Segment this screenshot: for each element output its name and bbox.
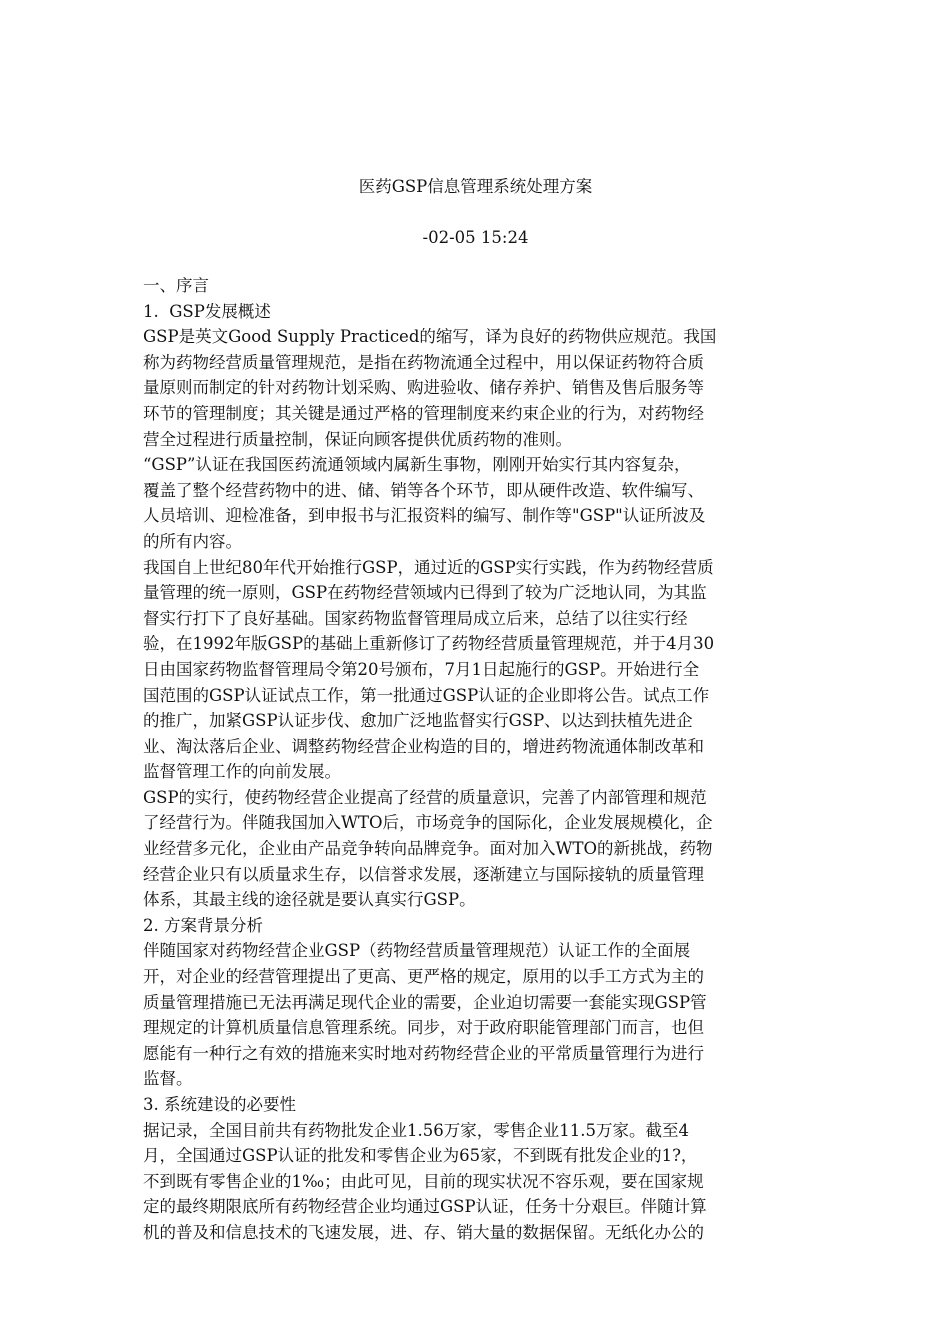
text-line: 业经营多元化，企业由产品竞争转向品牌竞争。面对加入WTO的新挑战，药物: [143, 839, 713, 859]
text-line: 经营企业只有以质量求生存，以信誉求发展，逐渐建立与国际接轨的质量管理: [143, 864, 704, 884]
text-line: 月，全国通过GSP认证的批发和零售企业为65家，不到既有批发企业的1?，: [143, 1146, 698, 1166]
text-line: 验，在1992年版GSP的基础上重新修订了药物经营质量管理规范，并于4月30: [143, 634, 715, 654]
text-line: 人员培训、迎检准备，到申报书与汇报资料的编写、制作等"GSP"认证所波及: [143, 506, 706, 526]
text-line: 日由国家药物监督管理局令第20号颁布，7月1日起施行的GSP。开始进行全: [143, 659, 700, 679]
text-line: GSP是英文Good Supply Practiced的缩写，译为良好的药物供应规范。我国: [143, 327, 717, 347]
text-line: 监督管理工作的向前发展。: [143, 762, 341, 782]
text-line: 量管理的统一原则，GSP在药物经营领域内已得到了较为广泛地认同，为其监: [143, 583, 707, 603]
text-line: 业、淘汰落后企业、调整药物经营企业构造的目的，增进药物流通体制改革和: [143, 736, 704, 756]
text-line: 监督。: [143, 1069, 193, 1089]
text-line: 国范围的GSP认证试点工作，第一批通过GSP认证的企业即将公告。试点工作: [143, 685, 710, 705]
text-line: “GSP”认证在我国医药流通领域内属新生事物，刚刚开始实行其内容复杂，: [143, 455, 691, 475]
text-line: 一、序言: [143, 276, 209, 295]
text-line: 体系，其最主线的途径就是要认真实行GSP。: [143, 890, 476, 910]
text-line: 理规定的计算机质量信息管理系统。同步，对于政府职能管理部门而言，也但: [143, 1018, 704, 1038]
text-line: 愿能有一种行之有效的措施来实时地对药物经营企业的平常质量管理行为进行: [143, 1043, 704, 1063]
text-line: 据记录，全国目前共有药物批发企业1.56万家，零售企业11.5万家。截至4: [143, 1120, 689, 1140]
text-line: 了经营行为。伴随我国加入WTO后，市场竞争的国际化，企业发展规模化，企: [143, 813, 713, 833]
text-line: GSP的实行，使药物经营企业提高了经营的质量意识，完善了内部管理和规范: [143, 787, 707, 807]
text-line: 机的普及和信息技术的飞速发展，进、存、销大量的数据保留。无纸化办公的: [143, 1222, 704, 1242]
text-line: 量原则而制定的针对药物计划采购、购进验收、储存养护、销售及售后服务等: [143, 378, 704, 398]
text-line: 营全过程进行质量控制，保证向顾客提供优质药物的准则。: [143, 429, 572, 449]
document-title: 医药GSP信息管理系统处理方案: [358, 177, 593, 196]
document-date: -02-05 15:24: [422, 228, 529, 247]
text-line: 环节的管理制度；其关键是通过严格的管理制度来约束企业的行为，对药物经: [143, 403, 704, 423]
text-line: 1. GSP发展概述: [143, 301, 271, 321]
text-line: 的所有内容。: [143, 531, 242, 551]
text-line: 覆盖了整个经营药物中的进、储、销等各个环节，即从硬件改造、软件编写、: [143, 480, 704, 500]
document-body: [143, 273, 808, 1246]
text-line: 的推广，加紧GSP认证步伐、愈加广泛地监督实行GSP、以达到扶植先进企: [143, 711, 693, 731]
text-line: 督实行打下了良好基础。国家药物监督管理局成立后来，总结了以往实行经: [143, 608, 688, 628]
text-line: 称为药物经营质量管理规范，是指在药物流通全过程中，用以保证药物符合质: [143, 352, 704, 372]
text-line: 定的最终期限底所有药物经营企业均通过GSP认证，任务十分艰巨。伴随计算: [143, 1197, 707, 1217]
text-line: 伴随国家对药物经营企业GSP（药物经营质量管理规范）认证工作的全面展: [143, 941, 691, 961]
text-line: 我国自上世纪80年代开始推行GSP，通过近的GSP实行实践，作为药物经营质: [143, 557, 714, 577]
text-line: 质量管理措施已无法再满足现代企业的需要，企业迫切需要一套能实现GSP管: [143, 992, 707, 1012]
text-line: 开，对企业的经营管理提出了更高、更严格的规定，原用的以手工方式为主的: [143, 967, 704, 987]
text-line: 不到既有零售企业的1‰；由此可见，目前的现实状况不容乐观，要在国家规: [143, 1171, 704, 1191]
text-line: 2. 方案背景分析: [143, 915, 263, 935]
text-line: 3. 系统建设的必要性: [143, 1095, 296, 1114]
